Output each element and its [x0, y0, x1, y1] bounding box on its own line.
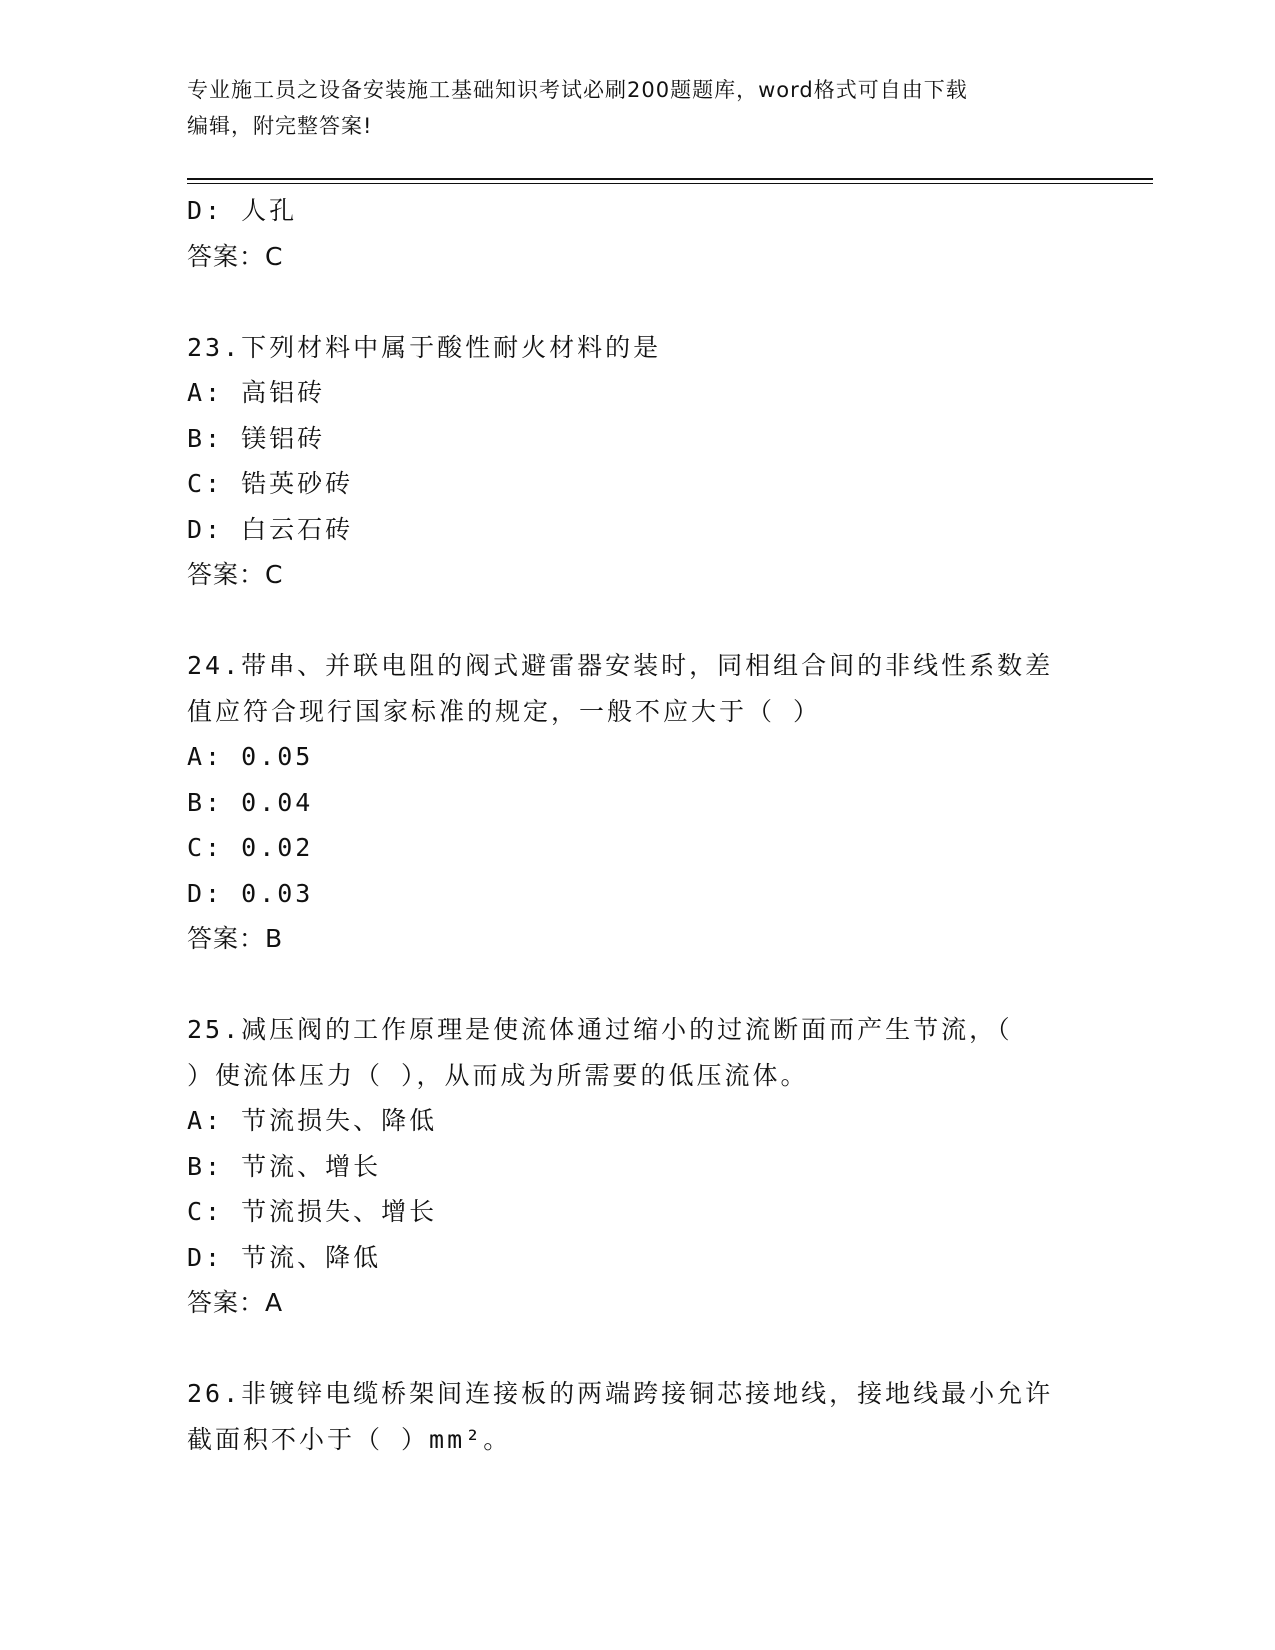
- option-b: B: 0.04: [187, 787, 314, 817]
- question-stem-continued: ）使流体压力（ ），从而成为所需要的低压流体。: [187, 1060, 809, 1090]
- option-b: B: 节流、增长: [187, 1151, 382, 1181]
- question-23: [187, 325, 1087, 598]
- header-line-1: 专业施工员之设备安装施工基础知识考试必刷200题题库，word格式可自由下载: [187, 78, 968, 102]
- option-a: A: 高铝砖: [187, 378, 326, 407]
- option-d: D: 白云石砖: [187, 514, 354, 544]
- option-c: C: 锆英砂砖: [187, 469, 354, 498]
- header-divider-thick: [187, 178, 1153, 180]
- option-a: A: 节流损失、降低: [187, 1106, 438, 1135]
- question-26: [187, 1371, 1087, 1462]
- question-stem-continued: 值应符合现行国家标准的规定，一般不应大于（ ）: [187, 696, 822, 726]
- option-d: D: 人孔: [187, 196, 298, 225]
- document-header: [187, 72, 1087, 144]
- option-d: D: 0.03: [187, 878, 314, 908]
- option-c: C: 节流损失、增长: [187, 1197, 438, 1226]
- option-a: A: 0.05: [187, 742, 314, 771]
- header-line-2: 编辑，附完整答案!: [187, 114, 373, 138]
- answer-line: 答案：B: [187, 924, 284, 953]
- answer-line: 答案：C: [187, 560, 284, 589]
- answer-line: 答案：A: [187, 1288, 284, 1317]
- header-divider-thin: [187, 183, 1153, 184]
- previous-question-tail: [187, 188, 1087, 279]
- question-stem: 25.减压阀的工作原理是使流体通过缩小的过流断面而产生节流，（: [187, 1015, 1013, 1044]
- question-stem: 24.带串、并联电阻的阀式避雷器安装时，同相组合间的非线性系数差: [187, 651, 1054, 680]
- question-stem: 26.非镀锌电缆桥架间连接板的两端跨接铜芯接地线，接地线最小允许: [187, 1379, 1054, 1408]
- option-c: C: 0.02: [187, 833, 314, 862]
- option-d: D: 节流、降低: [187, 1242, 382, 1272]
- document-body: [187, 188, 1087, 1462]
- question-25: [187, 1007, 1087, 1326]
- question-stem-continued: 截面积不小于（ ）mm²。: [187, 1424, 512, 1454]
- answer-line: 答案：C: [187, 241, 284, 271]
- option-b: B: 镁铝砖: [187, 423, 326, 453]
- question-stem: 23.下列材料中属于酸性耐火材料的是: [187, 332, 662, 362]
- question-24: [187, 643, 1087, 962]
